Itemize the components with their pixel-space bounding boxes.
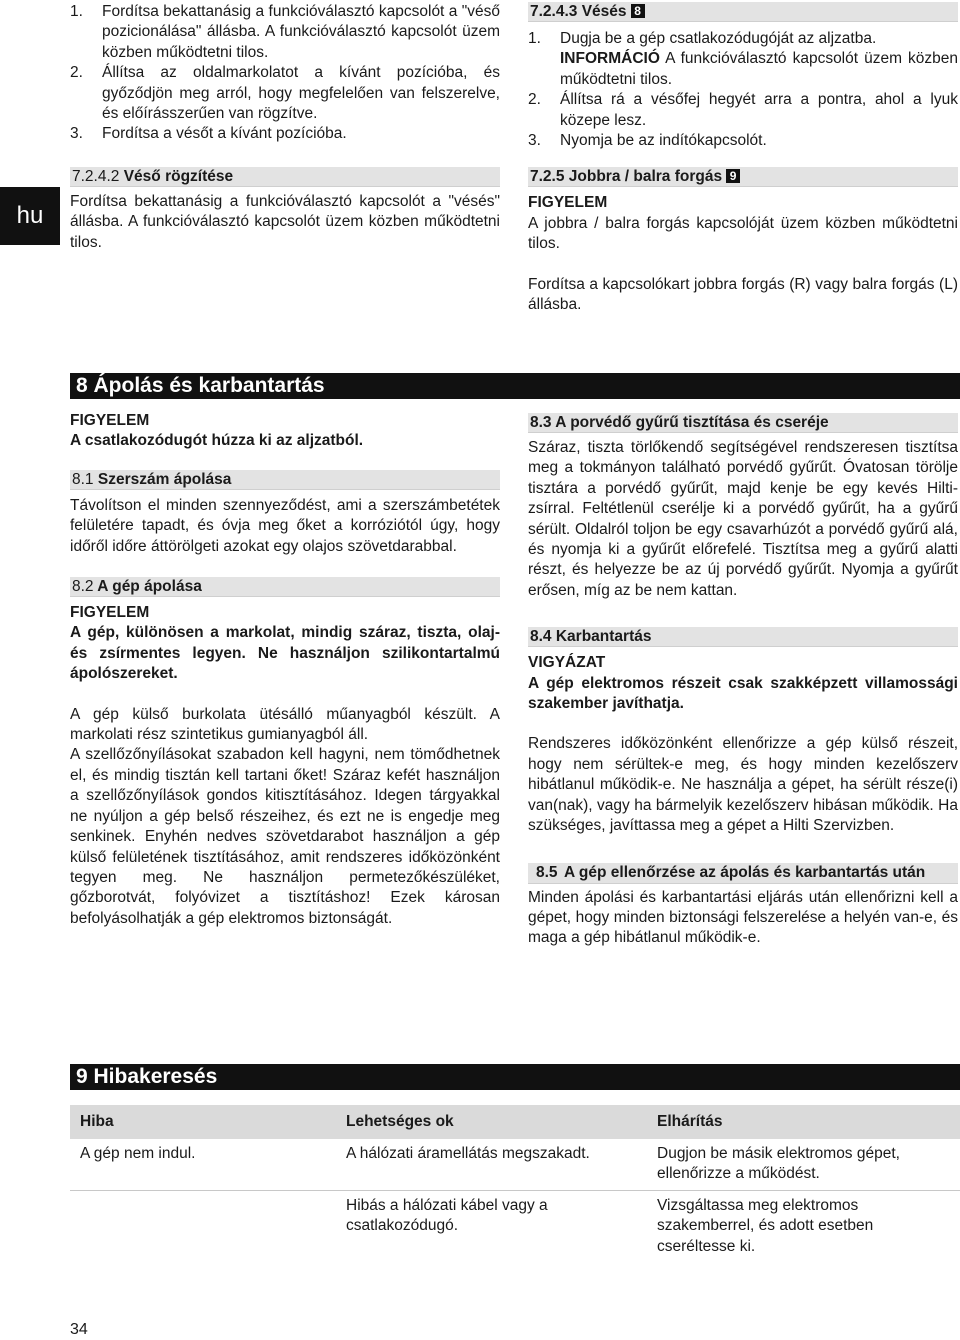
chiseling-steps <box>528 29 958 151</box>
list-item: 1. Fordítsa bekattanásig a funkcióválasztó kapcsolót a "véső pozicionálása" állásba. A funkcióválasztó kapcsolót üzem közben működtetni tilos. <box>70 3 500 61</box>
chapter-8-right-column <box>528 413 958 949</box>
troubleshooting-table <box>70 1105 960 1262</box>
language-tab: hu <box>0 187 60 245</box>
table-cell: Dugjon be másik elektromos gépet, ellenőrizze a működést. <box>647 1139 960 1190</box>
section-text: Száraz, tiszta törlőkendő segítségével rendszeresen tisztítsa meg a tokmányon található porvédő gyűrűt. Óvatosan törölje tisztára a porvédő gyűrűt, majd kenje be egy kevés Hilti-zsírral. Feltétlenül cserélje ki a porvédő gyűrűt, ha a gyűrű sérült. Oldalról toljon be egy csavarhúzót a porvédő gyűrű alá, és nyomja ki a gyűrűt előrefelé. Tisztítsa meg a gyűrű alatti részt, és helyezze be az új porvédő gyűrűt. Nyomja a gyűrűt erősen, míg az be nem kattan. <box>528 439 958 599</box>
warning-label: VIGYÁZAT <box>528 654 606 672</box>
column-header-fault: Hiba <box>70 1105 336 1139</box>
warning-text: A gép, különösen a markolat, mindig száraz, tiszta, olaj- és zsírmentes legyen. Ne használjon szilikontartalmú ápolószereket. <box>70 624 500 683</box>
top-right-column <box>528 2 958 315</box>
table-row <box>70 1190 960 1262</box>
info-label: INFORMÁCIÓ <box>560 50 660 68</box>
page-number: 34 <box>70 1321 88 1338</box>
chisel-position-steps <box>70 2 500 145</box>
section-text: A gép külső burkolata ütésálló műanyagból készült. A markolati rész szintetikus gumianyagból áll. <box>70 705 500 744</box>
list-item: 3. Fordítsa a vésőt a kívánt pozícióba. <box>70 125 347 143</box>
list-item: 3. Nyomja be az indítókapcsolót. <box>528 132 767 150</box>
warning-text: A csatlakozódugót húzza ki az aljzatból. <box>70 432 364 450</box>
table-row <box>70 1139 960 1190</box>
section-heading-7243: 7.2.4.3 Vésés 8 <box>528 2 958 22</box>
section-heading-82: 8.2 A gép ápolása <box>70 577 500 597</box>
table-cell: Hibás a hálózati kábel vagy a csatlakozódugó. <box>346 1196 548 1235</box>
warning-text: A gép elektromos részeit csak szakképzett villamossági szakember javíthatja. <box>528 674 958 713</box>
section-heading-83: 8.3 A porvédő gyűrű tisztítása és cseréje <box>528 413 958 433</box>
section-text: Minden ápolási és karbantartási eljárás után ellenőrizni kell a gépet, hogy minden biztonsági felszerelése a helyén van-e, és maga a gép hibátlanul működik-e. <box>528 888 958 947</box>
column-header-remedy: Elhárítás <box>647 1105 960 1139</box>
list-item: 2. Állítsa az oldalmarkolatot a kívánt pozícióba, és győződjön meg arról, hogy megfelelően van felszerelve, és előírásszerűen van rögzítve. <box>70 64 500 123</box>
table-cell: A gép nem indul. <box>70 1139 336 1190</box>
table-header-row <box>70 1105 960 1139</box>
section-text: Távolítson el minden szennyeződést, ami a szerszámbetétek felületére tapadt, és óvja meg őket a korróziótól úgy, hogy időről időre áttörölgeti azokat egy olajos szövetdarabbal. <box>70 496 500 555</box>
warning-label: FIGYELEM <box>70 604 150 622</box>
figure-badge: 8 <box>631 4 645 18</box>
table-cell <box>70 1190 336 1262</box>
column-header-cause: Lehetséges ok <box>336 1105 647 1139</box>
section-text: Rendszeres időközönként ellenőrizze a gép külső részeit, hogy nem sérültek-e meg, és hogy minden kezelőszerv hibátlanul működik-e. Ne használja a gépet, ha sérült része(i) van(nak), vagy ha bármelyik kezelőszerv hibásan működik. Ha szükséges, javíttassa meg a gépet a Hilti Szervizben. <box>528 735 958 835</box>
section-heading-84: 8.4 Karbantartás <box>528 627 958 647</box>
list-item: 1. Dugja be a gép csatlakozódugóját az aljzatba. INFORMÁCIÓ A funkcióválasztó kapcsolót üzem közben működtetni tilos. <box>528 30 958 88</box>
section-heading-7242: 7.2.4.2 Véső rögzítése <box>70 167 500 187</box>
top-left-column <box>70 2 500 253</box>
section-text: A szellőzőnyílásokat szabadon kell hagyni, nem tömődhetnek el, és mindig tisztán kell tartani őket! Száraz kefét használjon a szellőzőnyílások gondos kitisztításához. Idegen tárgyakkal ne nyúljon a gép belső részeihez, és ezt ne is engedje meg senkinek. Enyhén nedves szövetdarabot használjon a gép külső felületének tisztításához, amit rendszeres időközönként tegyen meg. Ne használjon permetezőkészüléket, gőzborotvát, folyóvizet a tisztításhoz! Ezek károsan befolyásolhatják a gép elektromos biztonságát. <box>70 746 500 927</box>
section-text: Fordítsa bekattanásig a funkcióválasztó kapcsolót a "vésés" állásba. A funkcióválasztó kapcsolót üzem közben működtetni tilos. <box>70 192 500 251</box>
warning-label: FIGYELEM <box>528 194 608 212</box>
section-heading-81: 8.1 Szerszám ápolása <box>70 470 500 490</box>
chapter-9-heading: 9 Hibakeresés <box>70 1064 960 1090</box>
section-heading-725: 7.2.5 Jobbra / balra forgás 9 <box>528 167 958 187</box>
chapter-8-left-column <box>70 411 500 929</box>
chapter-8-heading: 8 Ápolás és karbantartás <box>70 373 960 399</box>
table-cell: Vizsgáltassa meg elektromos szakemberrel, és adott esetben cseréltesse ki. <box>657 1196 874 1255</box>
warning-label: FIGYELEM <box>70 412 150 429</box>
list-item: 2. Állítsa rá a vésőfej hegyét arra a pontra, ahol a lyuk közepe lesz. <box>528 91 958 129</box>
section-heading-85: 8.5 A gép ellenőrzése az ápolás és karbantartás után <box>528 863 958 884</box>
section-text: Fordítsa a kapcsolókart jobbra forgás (R) vagy balra forgás (L) állásba. <box>528 275 958 314</box>
table-cell: A hálózati áramellátás megszakadt. <box>336 1139 647 1190</box>
figure-badge: 9 <box>726 169 740 183</box>
warning-text: A jobbra / balra forgás kapcsolóját üzem közben működtetni tilos. <box>528 214 958 253</box>
